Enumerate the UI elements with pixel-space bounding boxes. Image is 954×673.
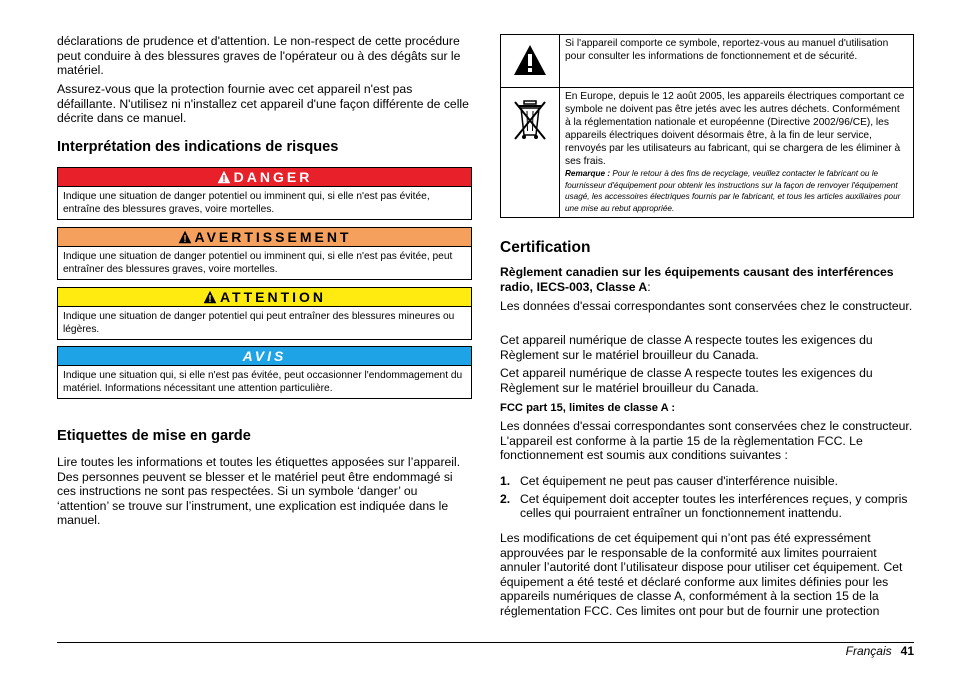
weee-note-text: Pour le retour à des fins de recyclage, veuillez contacter le fabricant ou le fournisseur d'équipement pour obtenir les instructions sur la façon de renvoyer l'équipement usagé, les accessoires électriques fournis par le fabricant, et tous les articles auxiliaires pour une mise au rebut appropriée.: [565, 169, 901, 213]
list-item: [500, 474, 914, 489]
warning-triangle-icon: [513, 44, 547, 76]
notice-text: Indique une situation qui, si elle n'est pas évitée, peut occasionner l'endommagement du matériel. Informations nécessitant une attention particulière.: [63, 370, 463, 394]
canada-paragraph-2: Cet appareil numérique de classe A respecte toutes les exigences du Règlement sur le matériel brouilleur du Canada.: [500, 333, 873, 362]
subheading-canada-text: Règlement canadien sur les équipements causant des interférences radio, IECS-003, Classe A: [500, 265, 894, 294]
danger-box: [57, 167, 472, 220]
warning-triangle-icon: [217, 170, 231, 184]
subheading-canada-colon: :: [647, 279, 651, 294]
page-number: 41: [900, 644, 914, 658]
fcc-paragraph-1: Les données d'essai correspondantes sont conservées chez le constructeur. L'appareil est conforme à la partie 15 de la règlementation FCC. Le fonctionnement est soumis aux conditions suivantes :: [500, 419, 913, 463]
danger-label: DANGER: [233, 169, 313, 185]
caution-label: ATTENTION: [219, 289, 327, 305]
warning-header: [58, 228, 471, 247]
list-item-text: Cet équipement ne peut pas causer d'interférence nuisible.: [520, 474, 839, 488]
heading-risk-indications: Interprétation des indications de risques: [57, 139, 339, 155]
caution-header: [58, 288, 471, 307]
symbol-weee-text: En Europe, depuis le 12 août 2005, les appareils électriques comportant ce symbole ne doivent pas être jetés avec les autres déchets. Conformément à la réglementation nationale et européenne (Directive 2002/96/CE), les appareils électriques doivent désormais être, à la fin de leur service, renvoyés par les utilisateurs au fabricant, qui se chargera de les éliminer à ses frais.: [565, 91, 905, 167]
intro-paragraph: déclarations de prudence et d'attention. Le non-respect de cette procédure peut conduire à des blessures graves de l'opérateur ou à des dégâts sur le matériel.: [57, 34, 461, 78]
page-footer: [846, 644, 914, 658]
warning-text: Indique une situation de danger potentiel ou imminent qui, si elle n'est pas évitée, peut entraîner des blessures graves, voire mortelles.: [63, 251, 453, 275]
symbol-warning-text: Si l'appareil comporte ce symbole, reportez-vous au manuel d'utilisation pour consulter les informations de fonctionnement et de sécurité.: [560, 35, 914, 88]
fcc-paragraph-2: Les modifications de cet équipement qui n’ont pas été expressément approuvées par le responsable de la conformité aux limites pourraient annuler l’autorité dont l’utilisateur dispose pour utiliser cet équipement. Cet équipement a été testé et déclaré conforme aux limites définies pour les appareils numériques de classe A, conformément à la section 15 de la réglementation FCC. Ces limites ont pour but de fournir une protection: [500, 531, 903, 618]
crossed-bin-icon: [512, 97, 548, 145]
warning-box: [57, 227, 472, 280]
caution-text: Indique une situation de danger potentiel qui peut entraîner des blessures mineures ou légères.: [63, 311, 455, 335]
list-item: [500, 492, 914, 521]
list-item-number: 2.: [500, 491, 511, 506]
subheading-canada: [500, 265, 900, 294]
list-item-text: Cet équipement doit accepter toutes les interférences reçues, y compris celles qui pourraient entraîner un fonctionnement inattendu.: [520, 491, 908, 521]
danger-header: [58, 168, 471, 187]
warning-label: AVERTISSEMENT: [194, 229, 352, 245]
weee-note: [565, 168, 908, 214]
caution-box: [57, 287, 472, 340]
symbols-table: [500, 34, 914, 218]
list-item-number: 1.: [500, 474, 511, 488]
notice-box: [57, 346, 472, 399]
warning-triangle-icon: [178, 230, 192, 244]
heading-certification: Certification: [500, 239, 591, 256]
warning-triangle-icon: [203, 290, 217, 304]
footer-language: Français: [845, 644, 892, 658]
protection-paragraph: Assurez-vous que la protection fournie avec cet appareil n'est pas défaillante. N'utilisez ni n'installez cet appareil d'une façon différente de celle décrite dans ce manuel.: [57, 82, 469, 126]
danger-text: Indique une situation de danger potentiel ou imminent qui, si elle n'est pas évitée, entraîne des blessures graves, voire mortelles.: [63, 191, 430, 215]
canada-paragraph-3: Cet appareil numérique de classe A respecte toutes les exigences du Règlement sur le matériel brouilleur du Canada.: [500, 366, 873, 395]
weee-note-label: Remarque :: [565, 169, 611, 179]
table-row: [501, 35, 914, 88]
subheading-fcc: FCC part 15, limites de classe A :: [500, 402, 676, 414]
heading-warning-labels: Etiquettes de mise en garde: [57, 428, 251, 444]
notice-label: AVIS: [242, 348, 287, 364]
notice-header: [58, 347, 471, 366]
conditions-list: [500, 474, 914, 521]
canada-paragraph-1: Les données d'essai correspondantes sont conservées chez le constructeur.: [500, 299, 913, 313]
footer-divider: [57, 642, 914, 643]
labels-paragraph: Lire toutes les informations et toutes les étiquettes apposées sur l’appareil. Des personnes peuvent se blesser et le matériel peut être endommagé si ces instructions ne sont pas respectées. Si un symbole ‘danger’ ou ‘attention’ se trouve sur l’instrument, une explication est indiquée dans le manuel.: [57, 455, 461, 528]
table-row: [501, 88, 914, 218]
